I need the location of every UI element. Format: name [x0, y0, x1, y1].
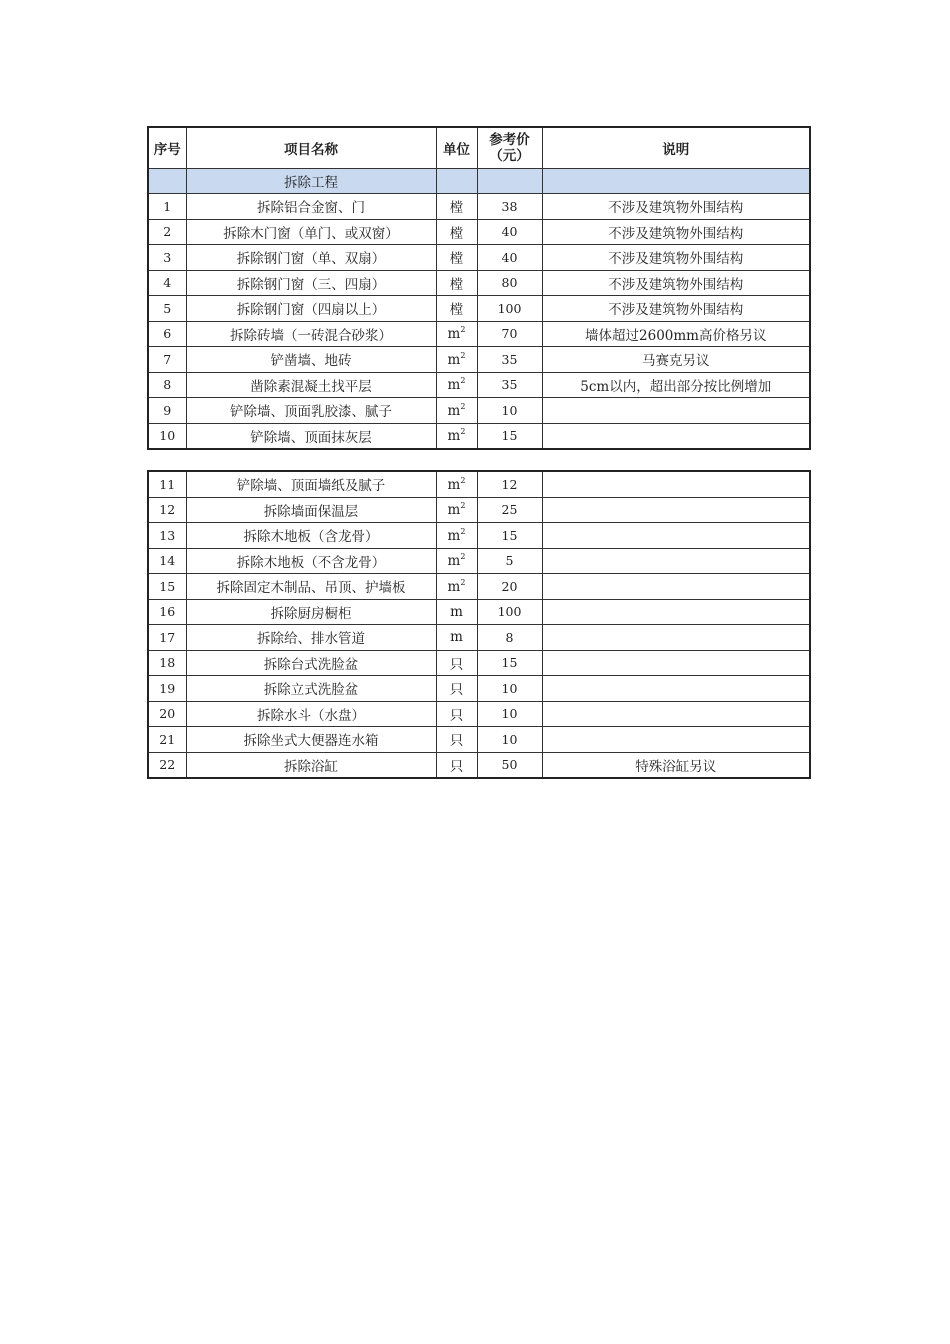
row-seq: 5 — [148, 296, 186, 322]
row-seq: 15 — [148, 574, 186, 600]
row-note: 墙体超过2600mm高价格另议 — [542, 321, 810, 347]
header-price-line2: （元） — [489, 148, 530, 164]
price-table-part-2 — [147, 470, 811, 779]
row-name: 铲除墙、顶面乳胶漆、腻子 — [186, 398, 436, 424]
row-unit — [436, 523, 477, 549]
row-unit — [436, 194, 477, 220]
row-unit-text: m — [447, 527, 461, 544]
row-name: 拆除水斗（水盘） — [186, 701, 436, 727]
table-row — [148, 599, 810, 625]
row-unit-text: 樘 — [449, 302, 464, 319]
row-price: 8 — [477, 625, 542, 651]
header-name: 项目名称 — [186, 127, 436, 169]
row-note — [542, 676, 810, 702]
table-header-row — [148, 127, 810, 169]
row-note: 不涉及建筑物外围结构 — [542, 245, 810, 271]
row-unit-superscript: 2 — [460, 325, 466, 335]
row-unit-text: m — [447, 476, 461, 493]
row-note: 马赛克另议 — [542, 347, 810, 373]
row-price: 100 — [477, 599, 542, 625]
row-unit — [436, 270, 477, 296]
row-seq: 21 — [148, 727, 186, 753]
row-name: 凿除素混凝土找平层 — [186, 372, 436, 398]
table-row — [148, 423, 810, 449]
row-unit-superscript: 2 — [460, 526, 466, 536]
row-seq: 2 — [148, 219, 186, 245]
row-seq: 6 — [148, 321, 186, 347]
header-price-line1: 参考价 — [489, 132, 530, 148]
row-note — [542, 574, 810, 600]
row-note — [542, 423, 810, 449]
row-seq: 18 — [148, 650, 186, 676]
row-name: 拆除台式洗脸盆 — [186, 650, 436, 676]
row-note — [542, 727, 810, 753]
row-seq: 16 — [148, 599, 186, 625]
row-unit-text: m — [447, 351, 461, 368]
row-unit-superscript: 2 — [460, 427, 466, 437]
row-unit — [436, 347, 477, 373]
row-price: 5 — [477, 548, 542, 574]
row-unit — [436, 727, 477, 753]
table-row — [148, 219, 810, 245]
row-unit-text: m — [450, 629, 463, 646]
row-price: 40 — [477, 219, 542, 245]
row-seq: 1 — [148, 194, 186, 220]
row-name: 铲凿墙、地砖 — [186, 347, 436, 373]
table-row — [148, 471, 810, 497]
row-unit-text: 只 — [449, 682, 464, 699]
row-price: 40 — [477, 245, 542, 271]
table-row — [148, 650, 810, 676]
row-name: 拆除厨房橱柜 — [186, 599, 436, 625]
row-unit — [436, 398, 477, 424]
row-note — [542, 625, 810, 651]
row-note — [542, 523, 810, 549]
row-name: 拆除钢门窗（四扇以上） — [186, 296, 436, 322]
row-name: 拆除木地板（不含龙骨） — [186, 548, 436, 574]
row-unit-text: m — [447, 402, 461, 419]
row-unit — [436, 321, 477, 347]
row-name: 拆除浴缸 — [186, 752, 436, 778]
row-seq: 3 — [148, 245, 186, 271]
table-row — [148, 194, 810, 220]
table-row — [148, 752, 810, 778]
row-unit-text: 樘 — [449, 200, 464, 217]
row-name: 拆除钢门窗（三、四扇） — [186, 270, 436, 296]
table-row — [148, 372, 810, 398]
row-unit — [436, 497, 477, 523]
row-seq: 20 — [148, 701, 186, 727]
row-price: 35 — [477, 347, 542, 373]
row-seq: 10 — [148, 423, 186, 449]
row-unit-text: m — [447, 502, 461, 519]
row-name: 拆除砖墙（一砖混合砂浆） — [186, 321, 436, 347]
header-note: 说明 — [542, 127, 810, 169]
row-seq: 22 — [148, 752, 186, 778]
row-name: 拆除木门窗（单门、或双窗） — [186, 219, 436, 245]
row-unit-superscript: 2 — [460, 401, 466, 411]
row-unit — [436, 423, 477, 449]
row-unit — [436, 650, 477, 676]
row-note — [542, 471, 810, 497]
row-note: 不涉及建筑物外围结构 — [542, 194, 810, 220]
row-unit-text: m — [447, 553, 461, 570]
row-name: 拆除立式洗脸盆 — [186, 676, 436, 702]
row-seq: 13 — [148, 523, 186, 549]
header-price — [477, 127, 542, 169]
row-note — [542, 398, 810, 424]
row-price: 35 — [477, 372, 542, 398]
table-row — [148, 245, 810, 271]
row-unit — [436, 296, 477, 322]
row-note: 不涉及建筑物外围结构 — [542, 270, 810, 296]
row-unit-text: 樘 — [449, 276, 464, 293]
row-note: 特殊浴缸另议 — [542, 752, 810, 778]
row-price: 12 — [477, 471, 542, 497]
section-title: 拆除工程 — [186, 169, 436, 194]
row-unit-text: 樘 — [449, 251, 464, 268]
table-row — [148, 347, 810, 373]
row-price: 80 — [477, 270, 542, 296]
table-row — [148, 296, 810, 322]
table-row — [148, 398, 810, 424]
table-row — [148, 548, 810, 574]
table-row — [148, 727, 810, 753]
row-note — [542, 701, 810, 727]
row-unit — [436, 574, 477, 600]
row-price: 15 — [477, 650, 542, 676]
row-unit-superscript: 2 — [460, 376, 466, 386]
row-unit-text: m — [447, 326, 461, 343]
row-seq: 8 — [148, 372, 186, 398]
table-row — [148, 676, 810, 702]
table-row — [148, 625, 810, 651]
row-name: 拆除固定木制品、吊顶、护墙板 — [186, 574, 436, 600]
row-unit-text: 只 — [449, 707, 464, 724]
row-unit-text: m — [447, 428, 461, 445]
row-unit-text: 樘 — [449, 225, 464, 242]
row-price: 15 — [477, 523, 542, 549]
row-note: 不涉及建筑物外围结构 — [542, 219, 810, 245]
row-name: 拆除钢门窗（单、双扇） — [186, 245, 436, 271]
header-seq: 序号 — [148, 127, 186, 169]
row-unit-superscript: 2 — [460, 577, 466, 587]
row-unit-text: m — [447, 377, 461, 394]
row-unit-text: m — [447, 578, 461, 595]
row-price: 10 — [477, 676, 542, 702]
row-unit — [436, 599, 477, 625]
row-unit-superscript: 2 — [460, 552, 466, 562]
row-unit-superscript: 2 — [460, 501, 466, 511]
row-name: 拆除给、排水管道 — [186, 625, 436, 651]
header-unit: 单位 — [436, 127, 477, 169]
row-note — [542, 548, 810, 574]
row-seq: 17 — [148, 625, 186, 651]
table-row — [148, 574, 810, 600]
row-unit — [436, 372, 477, 398]
row-unit — [436, 219, 477, 245]
row-unit — [436, 245, 477, 271]
row-note — [542, 599, 810, 625]
row-note — [542, 650, 810, 676]
row-price: 25 — [477, 497, 542, 523]
row-seq: 7 — [148, 347, 186, 373]
table-row — [148, 497, 810, 523]
row-price: 20 — [477, 574, 542, 600]
row-unit — [436, 471, 477, 497]
row-name: 铲除墙、顶面抹灰层 — [186, 423, 436, 449]
row-price: 70 — [477, 321, 542, 347]
row-unit-text: 只 — [449, 656, 464, 673]
row-unit-superscript: 2 — [460, 350, 466, 360]
row-name: 拆除铝合金窗、门 — [186, 194, 436, 220]
row-unit — [436, 752, 477, 778]
row-name: 拆除坐式大便器连水箱 — [186, 727, 436, 753]
row-seq: 9 — [148, 398, 186, 424]
row-unit-superscript: 2 — [460, 475, 466, 485]
row-price: 50 — [477, 752, 542, 778]
row-price: 10 — [477, 727, 542, 753]
row-note: 不涉及建筑物外围结构 — [542, 296, 810, 322]
row-seq: 19 — [148, 676, 186, 702]
section-row — [148, 169, 810, 194]
table-row — [148, 523, 810, 549]
row-seq: 4 — [148, 270, 186, 296]
row-unit — [436, 701, 477, 727]
row-seq: 12 — [148, 497, 186, 523]
table-row — [148, 321, 810, 347]
row-unit — [436, 548, 477, 574]
table-row — [148, 270, 810, 296]
row-name: 拆除墙面保温层 — [186, 497, 436, 523]
row-unit — [436, 625, 477, 651]
row-seq: 14 — [148, 548, 186, 574]
table-row — [148, 701, 810, 727]
row-note: 5cm以内，超出部分按比例增加 — [542, 372, 810, 398]
row-price: 15 — [477, 423, 542, 449]
row-price: 100 — [477, 296, 542, 322]
row-unit-text: 只 — [449, 733, 464, 750]
row-unit-text: m — [450, 603, 463, 620]
row-seq: 11 — [148, 471, 186, 497]
row-note — [542, 497, 810, 523]
row-price: 38 — [477, 194, 542, 220]
row-unit-text: 只 — [449, 758, 464, 775]
row-unit — [436, 676, 477, 702]
row-name: 铲除墙、顶面墙纸及腻子 — [186, 471, 436, 497]
row-price: 10 — [477, 701, 542, 727]
row-name: 拆除木地板（含龙骨） — [186, 523, 436, 549]
row-price: 10 — [477, 398, 542, 424]
price-table-part-1 — [147, 126, 811, 450]
